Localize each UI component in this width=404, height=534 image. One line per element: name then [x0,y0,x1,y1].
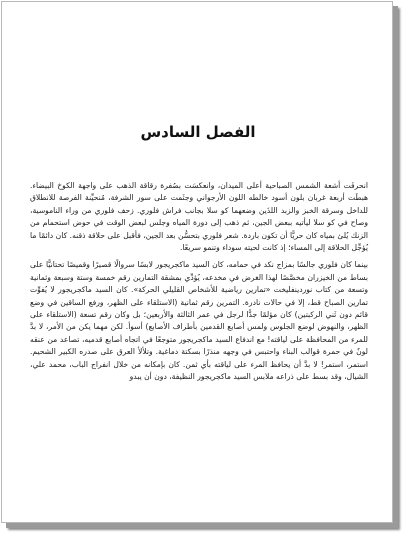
chapter-title: الفصل السادس [140,123,256,141]
paragraph: انحرفَت أشعة الشمس الصباحية أعلى الميدان، وانعكسَت بصُفرة رقاقة الذهب على واجهة الكوخ البيضاء. هبطَت أربعة غربان بلون أسود خالطه اللون الأرجواني وجثَمت على سور الشرفة، مُنحيِّنة الفرصة للانطلاق للداخل وسرقة الخبز والزبد اللذَين وضعهما كو سلا بجانب فراش فلوري. زحف فلوري من وراء الناموسية، وصاح في كو سلا ليأتيه ببعض الجين، ثم ذهب إلى دورة المياه وجلس لبعض الوقت في حوض استحمام من الزنك يُلئ بمياه كان حريًّا أن تكون باردة. شعر فلوري بتحسُّن بعد الجين، فأقبل على حلاقة ذقنه. كان دائمًا ما يُؤجِّل الحلاقة إلى المساء؛ إذ كانت لحيته سوداء وتنمو سريعًا. [30,181,368,253]
paragraph: بينما كان فلوري جالسًا بمزاج نكد في حمامه، كان السيد ماكجريجور لابسًا سروالًا قصيرًا وقميصًا تحتانيًّا على بساط من الخيزران مخصَّصًا لهذا الغرض في مخدعه، يُؤدِّي بمشقة التمارين رقم خمسة وستة وسبعة وثمانية وتسعة من كتاب نوردينفليخت «تمارين رياضية للأشخاص القليلي الحركة». كان السيد ماكجريجور لا يُفوِّت تمارين الصباح قط، إلا في حالات نادرة. التمرين رقم ثمانية (الاستلقاء على الظهر، ورفع الساقين في وضع قائم دون ثَني الركبتين) كان مؤلمًا جدًّا لرجل في عمر الثالثة والأربعين؛ بل وكان رقم تسعة (الاستلقاء على الظهر، والنهوض لوضع الجلوس ولمس أصابع القدمين بأطراف الأصابع) أسوأ. لكن مهما يكن من الأمر، لا بدَّ للمرء من المحافظة على لياقته! مع اندفاع السيد ماكجريجور متوجعًا في اتجاه أصابع قدميه، تصاعد من عنقه لونٌ في حمرة قوالب البناء واحتبس في وجهه منذرًا بسكتة دماغية. وتلألأ العرق على صدره الكبير الشحيم. استمر، استمر! لا بدَّ أن يحافظ المرء على لياقته بأي ثمن. كان بإمكانه من خلال انفراج الباب، محمد علي، الشيال، وقد بسط على ذراعه ملابس السيد ماكجريجور النظيفة، دون أن يبدو [30,260,368,382]
chapter-body [30,180,368,389]
